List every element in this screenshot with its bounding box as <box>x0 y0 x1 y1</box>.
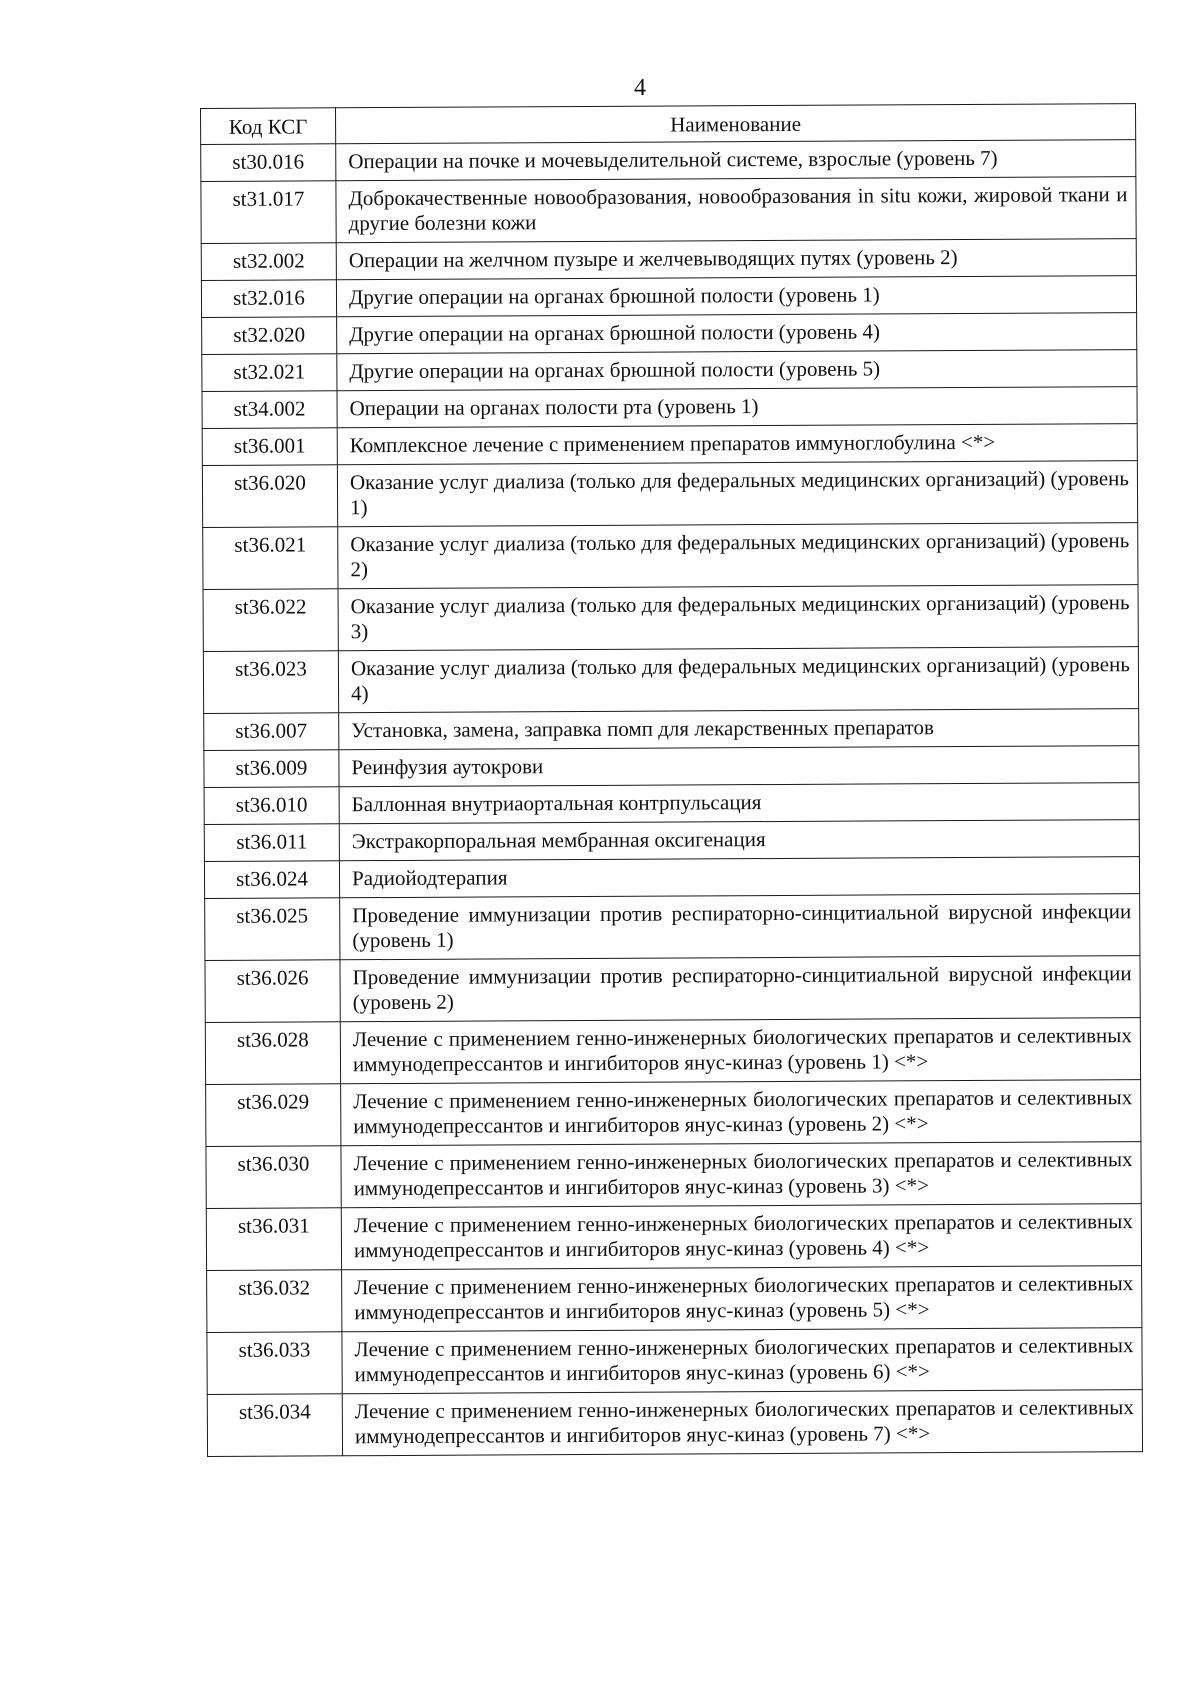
ksg-code-cell: st36.001 <box>202 428 337 466</box>
ksg-name-cell: Другие операции на органах брюшной полости (уровень 5) <box>337 350 1137 391</box>
ksg-name-cell: Радиойодтерапия <box>339 857 1139 898</box>
ksg-name-cell: Другие операции на органах брюшной полости (уровень 1) <box>336 276 1136 317</box>
ksg-name-cell: Оказание услуг диализа (только для федеральных медицинских организаций) (уровень 3) <box>338 585 1138 651</box>
ksg-code-cell: st32.021 <box>202 354 337 392</box>
table-row <box>207 1390 1142 1457</box>
ksg-name-cell: Установка, замена, заправка помп для лекарственных препаратов <box>339 709 1139 750</box>
ksg-name-cell: Лечение с применением генно-инженерных биологических препаратов и селективных иммунодепрессантов и ингибиторов янус-киназ (уровень 7) <*> <box>342 1390 1142 1456</box>
ksg-name-cell: Комплексное лечение с применением препаратов иммуноглобулина <*> <box>337 424 1137 465</box>
ksg-name-cell: Баллонная внутриаортальная контрпульсация <box>339 783 1139 824</box>
header-name: Наименование <box>336 104 1136 144</box>
table-row <box>203 585 1138 652</box>
table-row <box>202 313 1137 355</box>
table-row <box>205 894 1140 961</box>
ksg-name-cell: Операции на почке и мочевыделительной системе, взрослые (уровень 7) <box>336 140 1136 181</box>
table-row <box>202 350 1137 392</box>
table-row <box>203 523 1138 590</box>
ksg-code-cell: st36.007 <box>204 713 339 751</box>
table-body <box>201 140 1143 1457</box>
ksg-name-cell: Реинфузия аутокрови <box>339 746 1139 787</box>
ksg-code-cell: st32.020 <box>202 317 337 355</box>
ksg-code-cell: st36.033 <box>207 1332 342 1395</box>
table-row <box>206 1204 1141 1271</box>
table-header-row <box>201 104 1136 145</box>
ksg-code-cell: st36.025 <box>205 898 340 961</box>
ksg-table <box>200 103 1143 1457</box>
ksg-name-cell: Экстракорпоральная мембранная оксигенация <box>339 820 1139 861</box>
ksg-code-cell: st34.002 <box>202 391 337 429</box>
ksg-code-cell: st36.022 <box>203 589 338 652</box>
ksg-code-cell: st36.010 <box>204 787 339 825</box>
ksg-name-cell: Лечение с применением генно-инженерных биологических препаратов и селективных иммунодепрессантов и ингибиторов янус-киназ (уровень 1) <*> <box>340 1018 1140 1084</box>
table-row <box>204 857 1139 899</box>
ksg-code-cell: st36.031 <box>206 1208 341 1271</box>
page-number: 4 <box>634 75 646 101</box>
table-row <box>204 709 1139 751</box>
ksg-code-cell: st36.023 <box>203 651 338 714</box>
table-row <box>201 140 1136 182</box>
ksg-name-cell: Другие операции на органах брюшной полости (уровень 4) <box>337 313 1137 354</box>
table-row <box>202 424 1137 466</box>
ksg-name-cell: Лечение с применением генно-инженерных биологических препаратов и селективных иммунодепрессантов и ингибиторов янус-киназ (уровень 2) <*> <box>341 1080 1141 1146</box>
ksg-code-cell: st30.016 <box>201 144 336 182</box>
ksg-code-cell: st36.032 <box>207 1270 342 1333</box>
ksg-name-cell: Операции на органах полости рта (уровень 1) <box>337 387 1137 428</box>
table-row <box>205 1018 1140 1085</box>
ksg-code-cell: st36.028 <box>205 1022 340 1085</box>
ksg-code-cell: st36.030 <box>206 1146 341 1209</box>
table-row <box>206 1142 1141 1209</box>
header-code: Код КСГ <box>201 108 336 145</box>
ksg-name-cell: Проведение иммунизации против респираторно-синцитиальной вирусной инфекции (уровень 2) <box>340 956 1140 1022</box>
table-row <box>205 956 1140 1023</box>
ksg-code-cell: st36.009 <box>204 750 339 788</box>
ksg-name-cell: Доброкачественные новообразования, новообразования in situ кожи, жировой ткани и другие болезни кожи <box>336 177 1136 243</box>
ksg-code-cell: st36.024 <box>204 861 339 899</box>
ksg-name-cell: Лечение с применением генно-инженерных биологических препаратов и селективных иммунодепрессантов и ингибиторов янус-киназ (уровень 4) <*> <box>341 1204 1141 1270</box>
ksg-name-cell: Оказание услуг диализа (только для федеральных медицинских организаций) (уровень 4) <box>338 647 1138 713</box>
table-row <box>201 177 1136 244</box>
table-row <box>207 1266 1142 1333</box>
table-row <box>202 461 1137 528</box>
ksg-name-cell: Проведение иммунизации против респираторно-синцитиальной вирусной инфекции (уровень 1) <box>340 894 1140 960</box>
table-row <box>206 1080 1141 1147</box>
ksg-code-cell: st36.020 <box>202 465 337 528</box>
ksg-code-cell: st36.011 <box>204 824 339 862</box>
ksg-name-cell: Оказание услуг диализа (только для федеральных медицинских организаций) (уровень 2) <box>338 523 1138 589</box>
table-row <box>203 647 1138 714</box>
table-row <box>204 820 1139 862</box>
table-row <box>207 1328 1142 1395</box>
ksg-code-cell: st36.026 <box>205 960 340 1023</box>
table-row <box>204 746 1139 788</box>
ksg-name-cell: Операции на желчном пузыре и желчевыводящих путях (уровень 2) <box>336 239 1136 280</box>
ksg-name-cell: Оказание услуг диализа (только для федеральных медицинских организаций) (уровень 1) <box>337 461 1137 527</box>
ksg-code-cell: st36.034 <box>207 1394 342 1457</box>
ksg-code-cell: st31.017 <box>201 181 336 244</box>
ksg-name-cell: Лечение с применением генно-инженерных биологических препаратов и селективных иммунодепрессантов и ингибиторов янус-киназ (уровень 5) <*> <box>342 1266 1142 1332</box>
ksg-code-cell: st32.002 <box>201 243 336 281</box>
table-row <box>204 783 1139 825</box>
ksg-name-cell: Лечение с применением генно-инженерных биологических препаратов и селективных иммунодепрессантов и ингибиторов янус-киназ (уровень 3) <*> <box>341 1142 1141 1208</box>
ksg-code-cell: st32.016 <box>201 280 336 318</box>
ksg-code-cell: st36.029 <box>206 1084 341 1147</box>
table-row <box>201 276 1136 318</box>
table-header <box>201 104 1136 145</box>
ksg-name-cell: Лечение с применением генно-инженерных биологических препаратов и селективных иммунодепрессантов и ингибиторов янус-киназ (уровень 6) <*> <box>342 1328 1142 1394</box>
table-row <box>202 387 1137 429</box>
ksg-code-cell: st36.021 <box>203 527 338 590</box>
table-row <box>201 239 1136 281</box>
